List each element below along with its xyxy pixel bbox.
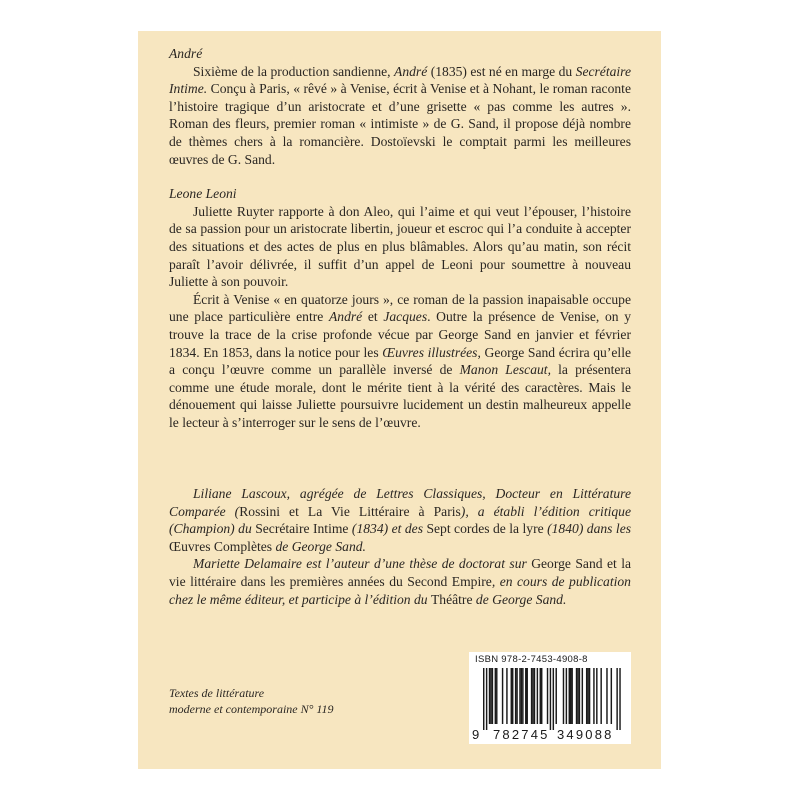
barcode-bar	[550, 668, 551, 730]
text-run: (1835) est né en marge du	[427, 63, 576, 79]
delamaire-bio	[169, 555, 631, 608]
text-run: Œuvres Complètes	[169, 538, 273, 554]
text-run: Mariette Delamaire est l’auteur d’une thèse de doctorat sur	[193, 556, 532, 572]
text-run: Secrétaire Intime	[255, 521, 349, 537]
barcode-bar	[571, 668, 572, 724]
text-run: , George Sand écrira qu’elle a conçu l’œuvre comme un parallèle inversé de	[169, 344, 631, 378]
barcode-bar	[576, 668, 577, 724]
barcode-bar	[534, 668, 535, 724]
isbn-label: ISBN 978-2-7453-4908-8	[475, 654, 588, 665]
barcode-bar	[486, 668, 487, 730]
barcode	[469, 652, 631, 744]
barcode-bar	[556, 668, 557, 724]
text-run: Manon Lescaut,	[459, 362, 551, 378]
barcode-bar	[570, 668, 571, 724]
text-run: George Sand et la vie littéraire dans les premières années du Second Empire	[169, 556, 632, 589]
text-run: de George Sand.	[272, 538, 366, 554]
barcode-bar	[547, 668, 548, 724]
text-run: et	[362, 309, 384, 325]
barcode-bar	[521, 668, 522, 724]
text-run: Rossini et La Vie Littéraire à Paris	[239, 503, 461, 519]
barcode-bar	[541, 668, 542, 724]
barcode-bar	[577, 668, 578, 724]
text-run: . Outre la présence de Venise, on y trouve la trace de la crise profonde vécue par George Sand en janvier et février 1834. En 1853, dans la notice pour les	[169, 309, 632, 360]
text-run: Sept cordes de la lyre	[426, 521, 544, 537]
text-run: ), a établi l’édition critique (Champion) du	[169, 503, 632, 537]
text-run: André	[394, 63, 428, 79]
barcode-bar	[525, 668, 526, 724]
barcode-bar	[490, 668, 491, 724]
text-run: , en cours de publication chez le même éditeur, et participe à l’édition du	[169, 573, 631, 607]
barcode-bar	[512, 668, 513, 724]
ean-right-group: 349088	[557, 727, 614, 742]
leone-paragraph-2	[169, 291, 631, 432]
barcode-bar	[566, 668, 567, 724]
barcode-bar	[515, 668, 516, 724]
ean-digits	[469, 727, 631, 743]
series-line-2: moderne et contemporaine N° 119	[169, 702, 334, 716]
barcode-bar	[563, 668, 564, 724]
barcode-bar	[596, 668, 597, 724]
barcode-bar	[496, 668, 497, 724]
barcode-bar	[589, 668, 590, 724]
barcode-bar	[489, 668, 490, 724]
barcode-bars	[469, 666, 631, 730]
barcode-bar	[537, 668, 538, 724]
barcode-bar	[506, 668, 507, 724]
text-run: Secrétaire Intime.	[169, 63, 631, 97]
barcode-bar	[582, 668, 583, 724]
barcode-bar	[522, 668, 523, 724]
barcode-bar	[579, 668, 580, 724]
barcode-bar	[600, 668, 601, 724]
barcode-bar	[586, 668, 587, 724]
barcode-bar	[616, 668, 617, 730]
summary-block	[169, 45, 631, 431]
leone-paragraph-1: Juliette Ruyter rapporte à don Aleo, qui l’aime et qui veut l’épouser, l’histoire de sa passion pour un aristocrate libertin, joueur et escroc qui l’a conduite à accepter des situations et des actes de plus en plus blâmables. Alors qu’au matin, son récit paraît l’avoir délivrée, il suffit d’un appel de Leoni pour soumettre à nouveau Juliette à son pouvoir.	[169, 203, 631, 290]
text-run: (1834) et des	[348, 521, 427, 537]
barcode-bar	[511, 668, 512, 724]
barcode-bar	[502, 668, 503, 724]
barcode-bar	[606, 668, 607, 724]
text-run: Œuvres illustrées	[382, 344, 478, 360]
barcode-bar	[619, 668, 620, 730]
ean-first-digit: 9	[472, 727, 480, 742]
barcode-bar	[531, 668, 532, 724]
barcode-bar	[483, 668, 484, 730]
lascoux-bio	[169, 485, 631, 555]
barcode-bar	[495, 668, 496, 724]
barcode-bar	[593, 668, 594, 724]
ean-left-group: 782745	[493, 727, 550, 742]
text-run: (1840) dans les	[543, 521, 632, 537]
barcode-bar	[611, 668, 612, 724]
barcode-bar	[519, 668, 520, 724]
text-run: Jacques	[383, 309, 428, 325]
text-run: Théâtre	[430, 591, 473, 607]
text-run: Écrit à Venise « en quatorze jours », ce roman de la passion inapaisable occupe une place particulière entre	[169, 291, 631, 325]
barcode-bar	[587, 668, 588, 724]
series-line-1: Textes de littérature	[169, 686, 265, 700]
barcode-bar	[527, 668, 528, 724]
barcode-bar	[516, 668, 517, 724]
barcode-bar	[553, 668, 554, 730]
andre-heading: André	[169, 46, 203, 61]
andre-paragraph	[169, 63, 631, 169]
barcode-bar	[569, 668, 570, 724]
text-run: Conçu à Paris, « rêvé » à Venise, écrit à Venise et à Nohant, le roman raconte l’histoire tragique d’un aristocrate et d’une grisette « pas comme les autres ». Roman des fleurs, premier roman « intimiste » de G. Sand, il propose déjà nombre de thèmes chers à la romancière. Dostoïevski le comptait parmi les meilleures œuvres de G. Sand.	[169, 81, 631, 167]
leone-heading: Leone Leoni	[169, 186, 237, 202]
text-run: André	[328, 309, 363, 325]
series-label	[169, 685, 334, 717]
barcode-bar	[492, 668, 493, 724]
text-run: Sixième de la production sandienne,	[193, 63, 395, 79]
authors-block	[169, 485, 631, 608]
text-run: de George Sand.	[472, 591, 567, 607]
barcode-bar	[540, 668, 541, 724]
text-run: Liliane Lascoux, agrégée de Lettres Classiques, Docteur en Littérature Comparée (	[169, 486, 631, 519]
text-run: la présentera comme une étude morale, dont le mérite tient à la vérité des caractères. Mais le dénouement qui laisse Juliette poursuivre lucidement un destin malheureux appelle le lecteur à s’interroger sur le sens de l’œuvre.	[169, 362, 631, 430]
barcode-bar	[532, 668, 533, 724]
